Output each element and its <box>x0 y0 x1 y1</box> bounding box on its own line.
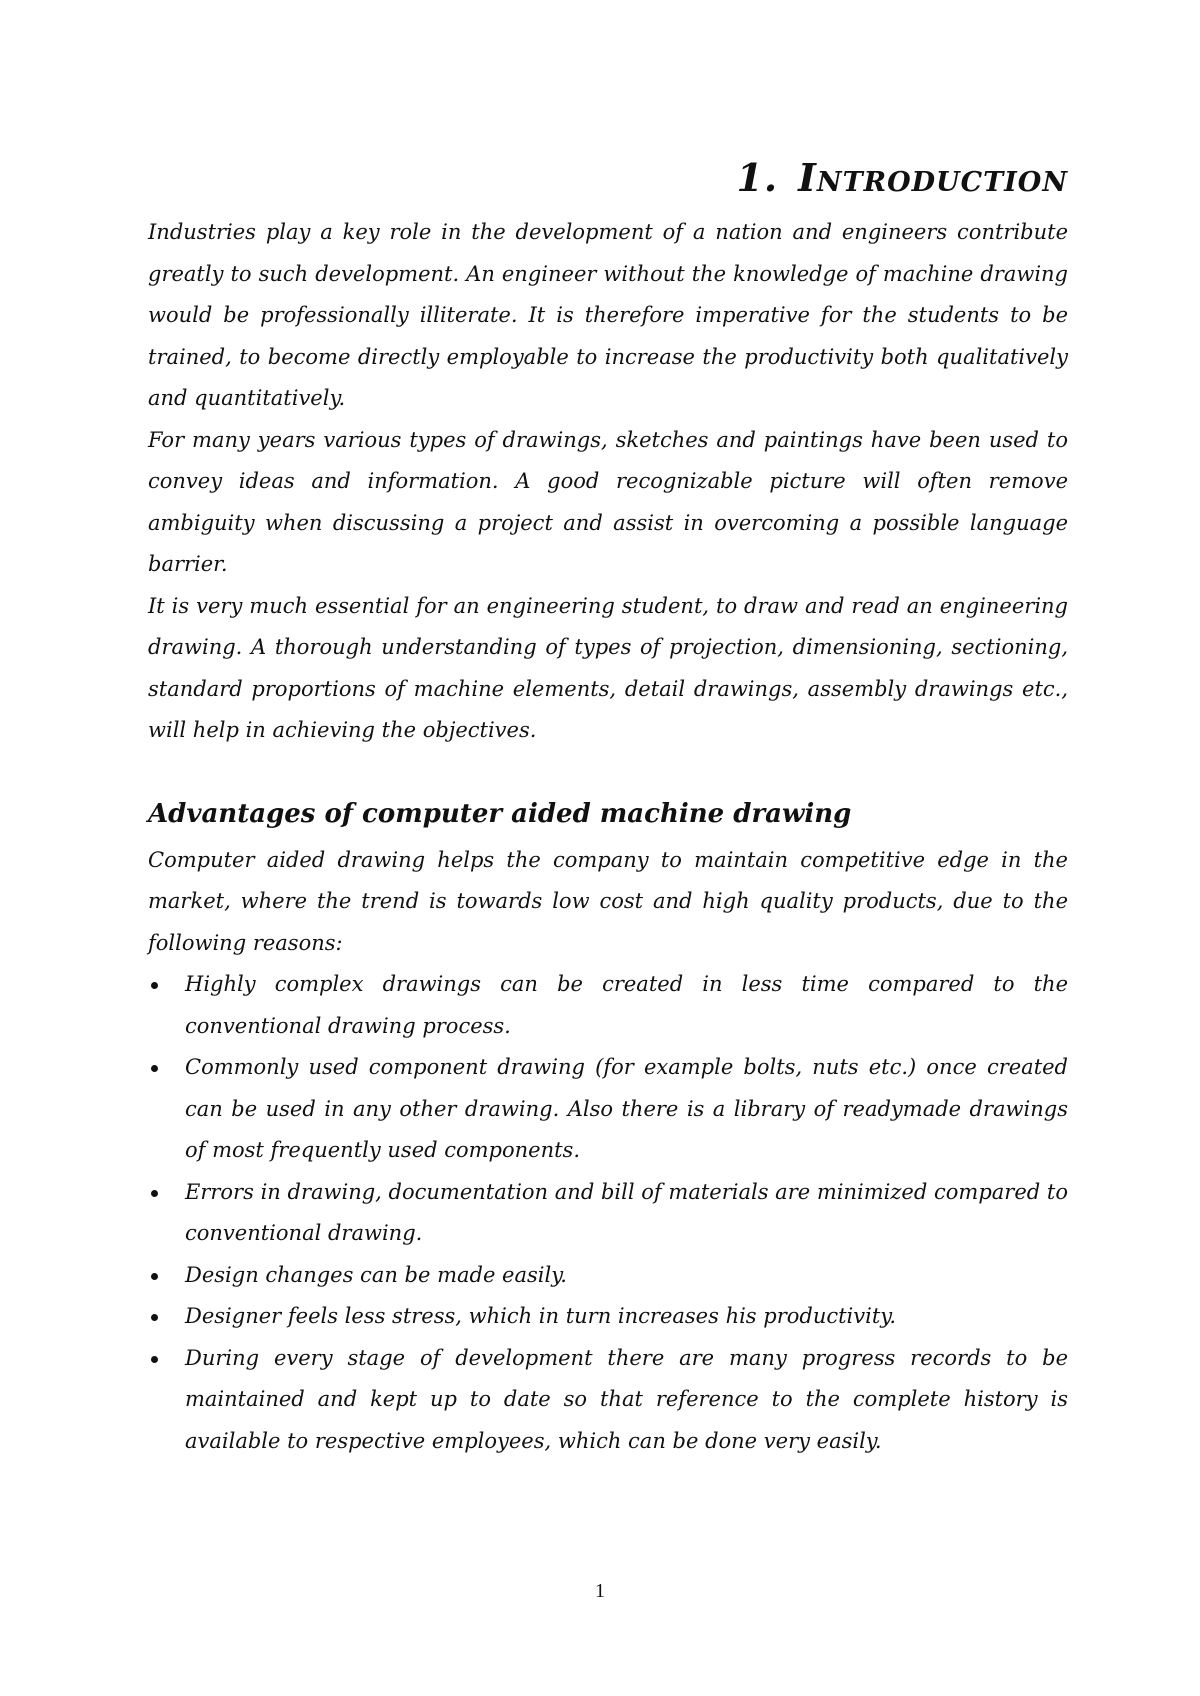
bullet-icon <box>151 1314 158 1321</box>
bullet-icon <box>151 1273 158 1280</box>
list-item <box>148 964 1068 1047</box>
bullet-icon <box>151 1356 158 1363</box>
list-item <box>148 1047 1068 1172</box>
list-item <box>148 1338 1068 1463</box>
page-content <box>148 150 1068 1462</box>
list-item-text: Commonly used component drawing (for example bolts, nuts etc.) once created can be used in any other drawing. Also there is a library of readymade drawings of most frequently used components. <box>185 1055 1068 1162</box>
list-item-text: Design changes can be made easily. <box>185 1262 567 1287</box>
chapter-number: 1. <box>736 155 779 200</box>
list-item <box>148 1172 1068 1255</box>
bullet-icon <box>151 1190 158 1197</box>
page-number: 1 <box>595 1580 605 1602</box>
section-intro-paragraph: Computer aided drawing helps the company to maintain competitive edge in the market, where the trend is towards low cost and high quality products, due to the following reasons: <box>148 847 1068 955</box>
list-item-text: During every stage of development there are many progress records to be maintained and kept up to date so that reference to the complete history is available to respective employees, which can be done very easily. <box>185 1345 1068 1453</box>
bullet-icon <box>151 1065 158 1072</box>
section-heading: Advantages of computer aided machine drawing <box>148 798 852 829</box>
bullet-icon <box>151 982 158 989</box>
intro-paragraph-1: Industries play a key role in the development of a nation and engineers contribute greatly to such development. An engineer without the knowledge of machine drawing would be professionally illiterate. It is therefore imperative for the students to be trained, to become directly employable to increase the productivity both qualitatively and quantitatively. <box>148 220 1068 410</box>
list-item <box>148 1296 1068 1338</box>
chapter-title <box>148 150 1068 206</box>
list-item <box>148 1255 1068 1297</box>
list-item-text: Designer feels less stress, which in turn increases his productivity. <box>185 1304 897 1328</box>
list-item-text: Highly complex drawings can be created in less time compared to the conventional drawing process. <box>185 972 1068 1038</box>
list-item-text: Errors in drawing, documentation and bill of materials are minimized compared to conventional drawing. <box>185 1179 1068 1245</box>
intro-paragraph-2: For many years various types of drawings, sketches and paintings have been used to convey ideas and information. A good recognizable picture will often remove ambiguity when discussing a project and assist in overcoming a possible language barrier. <box>148 427 1068 576</box>
chapter-title-text: Introduction <box>798 155 1068 200</box>
intro-paragraph-3: It is very much essential for an engineering student, to draw and read an engineering drawing. A thorough understanding of types of projection, dimensioning, sectioning, standard proportions of machine elements, detail drawings, assembly drawings etc., will help in achieving the objectives. <box>148 593 1068 742</box>
advantages-list <box>148 964 1068 1462</box>
